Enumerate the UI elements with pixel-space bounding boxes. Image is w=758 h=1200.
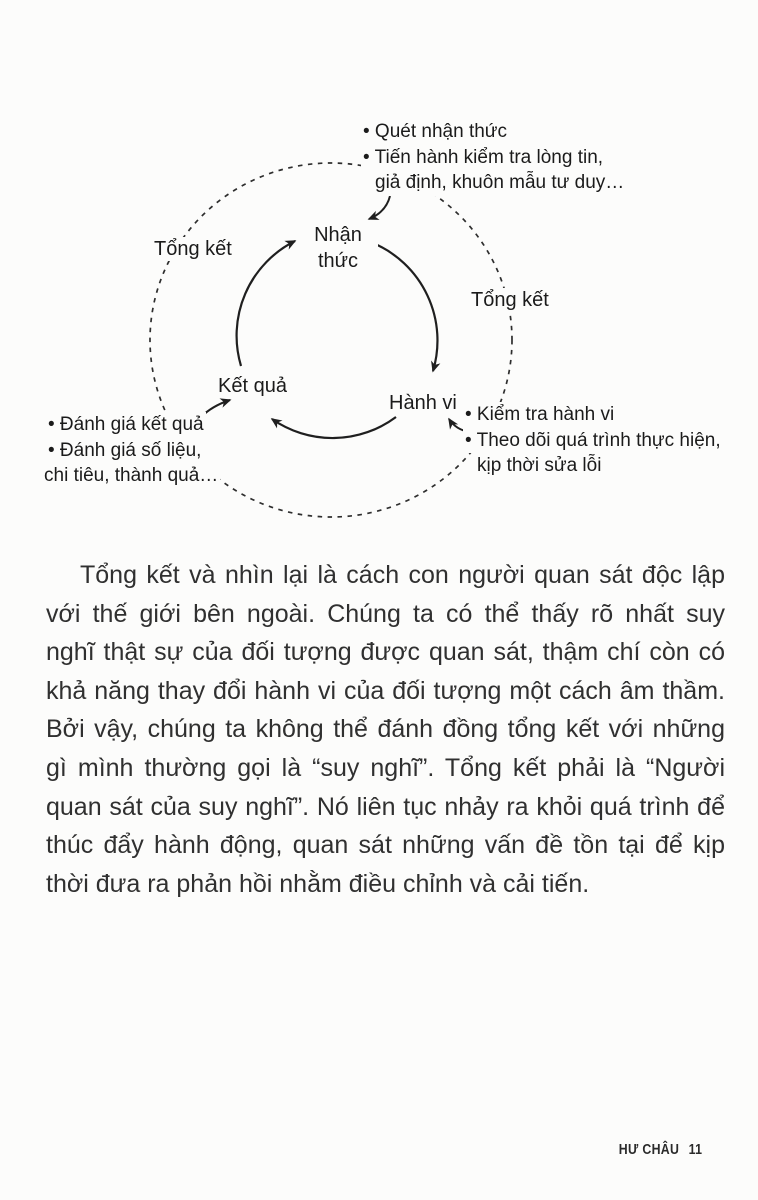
page-footer (618, 1142, 702, 1158)
node-label-cognition: Nhận thức (298, 222, 378, 274)
annotation-line: • Theo dõi quá trình thực hiện, (463, 428, 723, 454)
annotation-line: giả định, khuôn mẫu tư duy… (373, 170, 626, 196)
annotation-cognition (361, 119, 626, 196)
paragraph-line: gì mình thường gọi là “suy nghĩ”. Tổng kết phải là “Người (46, 753, 725, 782)
arrow-result-to-cognition (237, 241, 295, 366)
annotation-line: kịp thời sửa lỗi (475, 453, 603, 479)
paragraph-line: Tổng kết và nhìn lại là cách con người quan sát độc lập (80, 561, 725, 589)
paragraph-line: Bởi vậy, chúng ta không thể đánh đồng tổng kết với những (46, 715, 725, 744)
body-paragraph (46, 556, 725, 903)
annotation-behavior (463, 402, 723, 479)
annotation-line: • Quét nhận thức (361, 119, 509, 145)
page-number: 11 (688, 1142, 702, 1158)
annotation-line: • Đánh giá kết quả (46, 412, 206, 438)
paragraph-line: thúc đẩy hành động, quan sát những vấn đề tồn tại để kịp (46, 831, 725, 860)
paragraph-line: khả năng thay đổi hành vi của đối tượng một cách âm thầm. (46, 676, 725, 705)
arrow-behavior-to-result (272, 417, 396, 438)
arrow-cognition-to-behavior (373, 243, 437, 371)
cycle-label-summary-right: Tổng kết (468, 288, 552, 312)
paragraph-line: nghĩ thật sự của đối tượng được quan sát, thậm chí còn có (46, 638, 725, 667)
paragraph-line: quan sát của suy nghĩ”. Nó liên tục nhảy ra khỏi quá trình để (46, 792, 725, 821)
annotation-line: • Tiến hành kiểm tra lòng tin, (361, 145, 605, 171)
paragraph-line: thời đưa ra phản hồi nhằm điều chỉnh và cải tiến. (46, 869, 590, 898)
arrow-annotation-to-cognition (369, 196, 390, 219)
annotation-line: • Đánh giá số liệu, (46, 438, 203, 464)
running-title: HƯ CHÂU (618, 1142, 679, 1158)
node-label-behavior: Hành vi (386, 391, 460, 415)
cycle-label-summary-left: Tổng kết (151, 237, 235, 261)
annotation-line: • Kiểm tra hành vi (463, 402, 616, 428)
annotation-result (46, 412, 220, 489)
annotation-line: chi tiêu, thành quả… (42, 463, 220, 489)
paragraph-line: với thế giới bên ngoài. Chúng ta có thể thấy rõ nhất suy (46, 599, 725, 628)
node-label-result: Kết quả (215, 374, 290, 398)
